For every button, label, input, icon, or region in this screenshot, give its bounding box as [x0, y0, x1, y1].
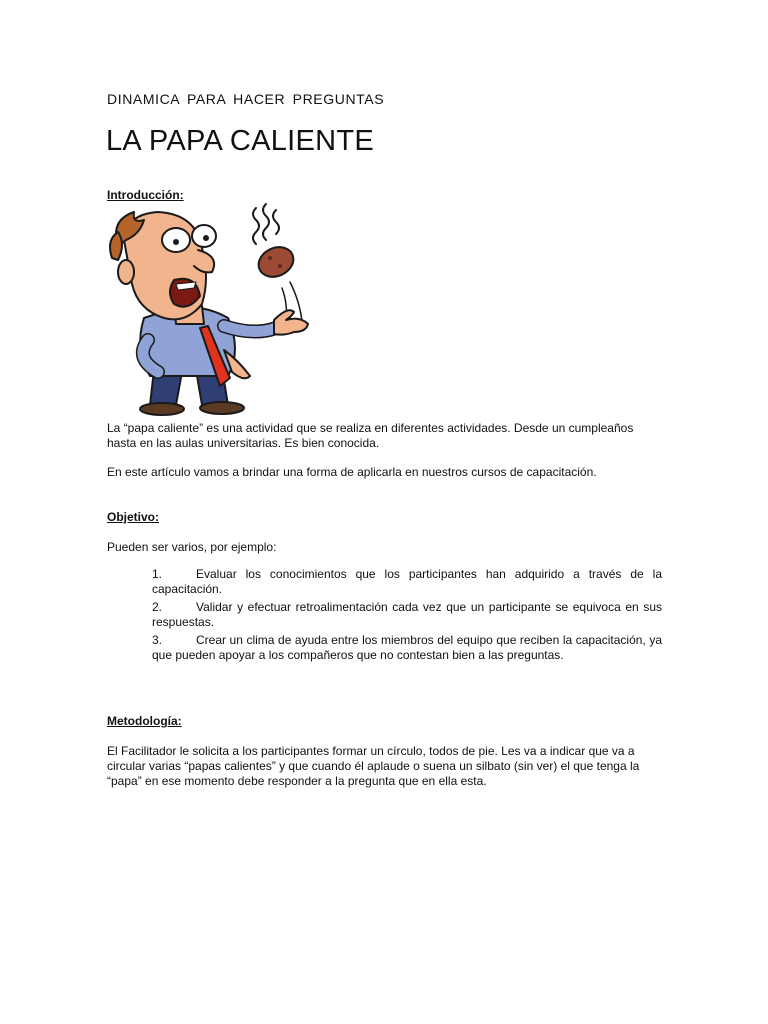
list-item — [152, 600, 662, 630]
methodology-paragraph: El Facilitador le solicita a los participantes formar un círculo, todos de pie. Les va a indicar que va a circular varias “papas calientes” y que cuando él aplaude o suena un silbato (sin ver) el que tenga la “papa” en ese momento debe responder a la pregunta que en ella esta. — [107, 744, 640, 788]
objective-list — [152, 567, 662, 666]
objective-lead: Pueden ser varios, por ejemplo: — [107, 540, 277, 554]
objective-heading: Objetivo: — [107, 510, 160, 524]
list-item-number: 2. — [152, 600, 163, 614]
list-item-number: 1. — [152, 567, 163, 581]
document-subtitle: DINAMICA PARA HACER PREGUNTAS — [107, 91, 385, 107]
intro-paragraph-1: La “papa caliente” es una actividad que se realiza en diferentes actividades. Desde un cumpleaños hasta en las aulas universitarias. Es bien conocida. — [107, 421, 634, 450]
list-item — [152, 567, 662, 597]
hot-potato-illustration — [104, 200, 326, 418]
list-item-text: Evaluar los conocimientos que los participantes han adquirido a través de la capacitación. — [152, 567, 662, 596]
methodology-heading: Metodología: — [107, 714, 182, 728]
intro-paragraph-2: En este artículo vamos a brindar una forma de aplicarla en nuestros cursos de capacitación. — [107, 465, 597, 479]
document-title: LA PAPA CALIENTE — [106, 125, 375, 157]
list-item-number: 3. — [152, 633, 163, 647]
introduction-heading: Introducción: — [107, 188, 184, 202]
list-item-text: Validar y efectuar retroalimentación cada vez que un participante se equivoca en sus respuestas. — [152, 600, 662, 629]
list-item-text: Crear un clima de ayuda entre los miembros del equipo que reciben la capacitación, ya que pueden apoyar a los compañeros que no contestan bien a las preguntas. — [152, 633, 662, 662]
list-item — [152, 633, 662, 663]
